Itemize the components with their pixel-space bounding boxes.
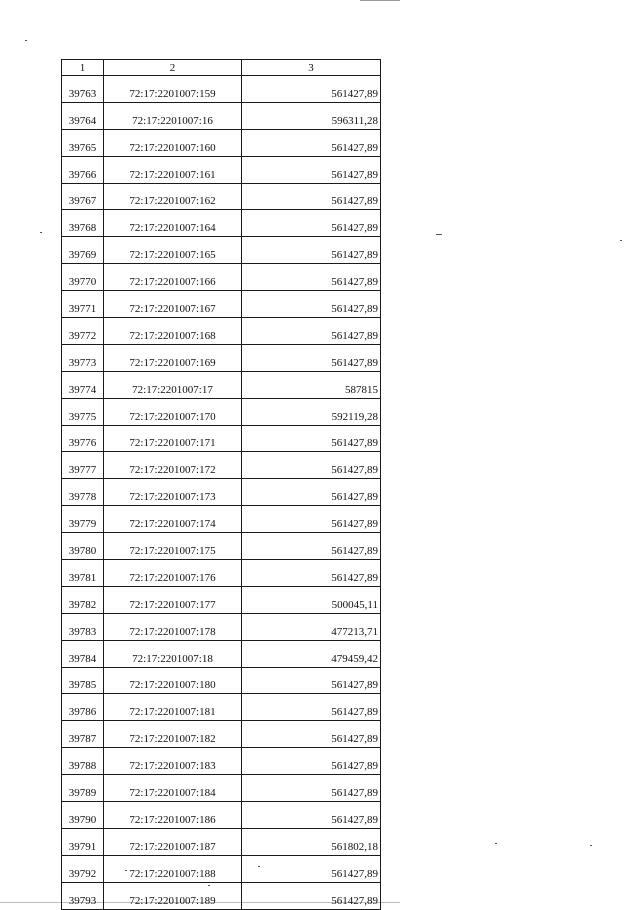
row-number: 39766 [62,156,104,183]
cadastral-value: 561427,89 [242,76,381,103]
table-row [62,802,381,829]
cadastral-number: 72:17:2201007:174 [104,506,242,533]
table-row [62,102,381,129]
cadastral-value: 479459,42 [242,640,381,667]
table-row [62,506,381,533]
cadastral-number: 72:17:2201007:16 [104,102,242,129]
cadastral-value: 561427,89 [242,775,381,802]
cadastral-number: 72:17:2201007:175 [104,533,242,560]
cadastral-value: 561427,89 [242,425,381,452]
cadastral-value: 477213,71 [242,613,381,640]
cadastral-number: 72:17:2201007:161 [104,156,242,183]
row-number: 39768 [62,210,104,237]
cadastral-number: 72:17:2201007:164 [104,210,242,237]
row-number: 39792 [62,855,104,882]
cadastral-value: 561427,89 [242,264,381,291]
scan-speck [40,232,42,233]
cadastral-value: 561427,89 [242,237,381,264]
cadastral-number: 72:17:2201007:180 [104,667,242,694]
cadastral-value: 561802,18 [242,828,381,855]
cadastral-value: 561427,89 [242,855,381,882]
scan-speck [590,845,592,846]
cadastral-value: 561427,89 [242,667,381,694]
table-row [62,533,381,560]
cadastral-value: 561427,89 [242,533,381,560]
table-row [62,721,381,748]
table-row [62,344,381,371]
scan-edge-top [360,0,400,1]
cadastral-value: 561427,89 [242,721,381,748]
scan-speck [495,843,497,844]
cadastral-value: 561427,89 [242,560,381,587]
cadastral-value: 500045,11 [242,586,381,613]
scan-speck [25,40,27,41]
table-row [62,156,381,183]
cadastral-number: 72:17:2201007:170 [104,398,242,425]
table-row [62,210,381,237]
cadastral-number: 72:17:2201007:173 [104,479,242,506]
cadastral-number: 72:17:2201007:168 [104,318,242,345]
cadastral-number: 72:17:2201007:171 [104,425,242,452]
row-number: 39788 [62,748,104,775]
row-number: 39776 [62,425,104,452]
table-row [62,183,381,210]
table-container [61,59,380,910]
row-number: 39773 [62,344,104,371]
row-number: 39791 [62,828,104,855]
cadastral-value: 587815 [242,371,381,398]
cadastral-number: 72:17:2201007:172 [104,452,242,479]
cadastral-value: 561427,89 [242,452,381,479]
table-row [62,828,381,855]
cadastral-number: 72:17:2201007:17 [104,371,242,398]
table-row [62,694,381,721]
cadastral-value: 561427,89 [242,318,381,345]
cadastral-value: 592119,28 [242,398,381,425]
cadastral-value: 561427,89 [242,479,381,506]
scan-speck [208,885,210,886]
row-number: 39783 [62,613,104,640]
table-row [62,76,381,103]
row-number: 39777 [62,452,104,479]
row-number: 39769 [62,237,104,264]
table-row [62,129,381,156]
row-number: 39793 [62,882,104,909]
cadastral-number: 72:17:2201007:182 [104,721,242,748]
table-row [62,586,381,613]
cadastral-value: 561427,89 [242,183,381,210]
row-number: 39780 [62,533,104,560]
cadastral-value: 561427,89 [242,344,381,371]
cadastral-table [61,59,381,910]
table-row [62,371,381,398]
cadastral-value: 561427,89 [242,129,381,156]
table-row [62,640,381,667]
table-row [62,237,381,264]
row-number: 39781 [62,560,104,587]
cadastral-number: 72:17:2201007:167 [104,291,242,318]
table-body [62,76,381,910]
table-row [62,748,381,775]
cadastral-number: 72:17:2201007:188 [104,855,242,882]
header-col-3: 3 [242,60,381,76]
row-number: 39772 [62,318,104,345]
table-header-row [62,60,381,76]
table-row [62,425,381,452]
row-number: 39775 [62,398,104,425]
header-col-2: 2 [104,60,242,76]
cadastral-value: 561427,89 [242,506,381,533]
table-row [62,318,381,345]
scan-speck [258,866,260,867]
cadastral-number: 72:17:2201007:166 [104,264,242,291]
table-row [62,452,381,479]
cadastral-value: 561427,89 [242,156,381,183]
table-row [62,398,381,425]
row-number: 39767 [62,183,104,210]
row-number: 39784 [62,640,104,667]
header-col-1: 1 [62,60,104,76]
table-row [62,291,381,318]
table-row [62,667,381,694]
cadastral-value: 561427,89 [242,291,381,318]
row-number: 39765 [62,129,104,156]
row-number: 39779 [62,506,104,533]
row-number: 39785 [62,667,104,694]
row-number: 39789 [62,775,104,802]
row-number: 39763 [62,76,104,103]
row-number: 39786 [62,694,104,721]
table-row [62,479,381,506]
row-number: 39787 [62,721,104,748]
cadastral-number: 72:17:2201007:189 [104,882,242,909]
cadastral-number: 72:17:2201007:169 [104,344,242,371]
cadastral-number: 72:17:2201007:184 [104,775,242,802]
cadastral-value: 596311,28 [242,102,381,129]
table-row [62,264,381,291]
table-row [62,613,381,640]
cadastral-value: 561427,89 [242,748,381,775]
cadastral-value: 561427,89 [242,694,381,721]
cadastral-value: 561427,89 [242,882,381,909]
row-number: 39771 [62,291,104,318]
cadastral-number: 72:17:2201007:159 [104,76,242,103]
table-row [62,855,381,882]
scan-speck [125,870,127,871]
scan-speck [620,240,622,241]
cadastral-number: 72:17:2201007:18 [104,640,242,667]
scan-speck [436,234,442,235]
cadastral-number: 72:17:2201007:160 [104,129,242,156]
cadastral-number: 72:17:2201007:183 [104,748,242,775]
cadastral-number: 72:17:2201007:176 [104,560,242,587]
cadastral-number: 72:17:2201007:165 [104,237,242,264]
row-number: 39778 [62,479,104,506]
row-number: 39782 [62,586,104,613]
row-number: 39770 [62,264,104,291]
cadastral-value: 561427,89 [242,802,381,829]
row-number: 39764 [62,102,104,129]
cadastral-number: 72:17:2201007:181 [104,694,242,721]
cadastral-number: 72:17:2201007:177 [104,586,242,613]
row-number: 39774 [62,371,104,398]
table-row [62,882,381,909]
table-row [62,560,381,587]
cadastral-number: 72:17:2201007:186 [104,802,242,829]
cadastral-number: 72:17:2201007:162 [104,183,242,210]
cadastral-number: 72:17:2201007:178 [104,613,242,640]
table-row [62,775,381,802]
row-number: 39790 [62,802,104,829]
cadastral-value: 561427,89 [242,210,381,237]
cadastral-number: 72:17:2201007:187 [104,828,242,855]
